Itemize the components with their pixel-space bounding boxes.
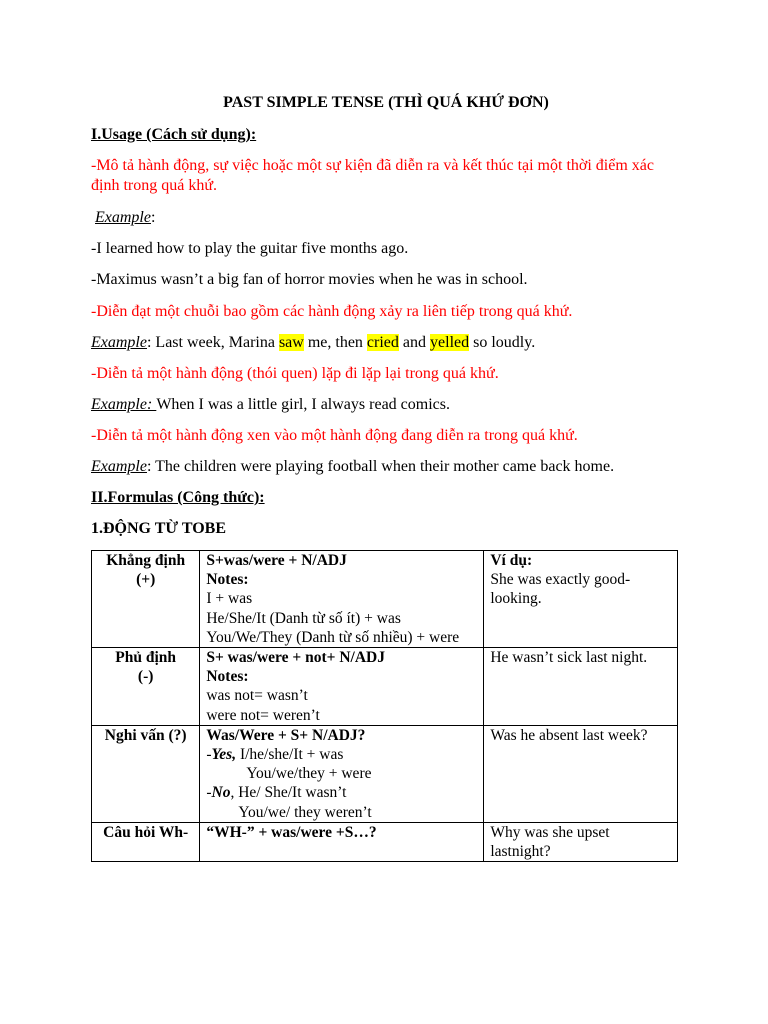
formulas-heading: II.Formulas (Công thức): bbox=[91, 489, 265, 506]
example-cell-text: He wasn’t sick last night. bbox=[490, 649, 648, 667]
example-line-1 bbox=[91, 208, 155, 228]
yes-rest: I/he/she/It + was bbox=[236, 746, 344, 764]
example-label-2: Example bbox=[91, 334, 147, 351]
example-label-3: Example: bbox=[91, 396, 157, 413]
highlight-saw: saw bbox=[278, 334, 304, 351]
row-label-line: (-) bbox=[137, 668, 154, 686]
example-2-text-d: so loudly. bbox=[469, 334, 536, 351]
usage-point-4: -Diễn tả một hành động xen vào một hành động đang diễn ra trong quá khứ. bbox=[91, 427, 578, 444]
row-label-line: (+) bbox=[136, 571, 156, 589]
yes-line bbox=[206, 745, 477, 764]
row-label-question bbox=[92, 725, 200, 822]
page-title: PAST SIMPLE TENSE (THÌ QUÁ KHỨ ĐƠN) bbox=[223, 94, 549, 111]
example-2-text-c: and bbox=[398, 334, 431, 351]
row-label-negative bbox=[92, 648, 200, 726]
example-4-colon: : bbox=[146, 458, 152, 475]
example-cell-wh-question bbox=[484, 822, 678, 861]
note-line: were not= weren’t bbox=[206, 706, 320, 724]
no-word: No bbox=[211, 784, 231, 802]
table-row-negative bbox=[92, 648, 678, 726]
no-line bbox=[206, 783, 477, 802]
example-sentence-1a: -I learned how to play the guitar five months ago. bbox=[91, 240, 409, 257]
highlight-yelled: yelled bbox=[430, 334, 470, 351]
no-line-2: You/we/ they weren’t bbox=[238, 803, 372, 821]
yes-line-2: You/we/they + were bbox=[246, 765, 372, 783]
row-label-line: Phủ định bbox=[115, 649, 177, 667]
formula-cell-affirmative bbox=[200, 551, 484, 648]
notes-label: Notes: bbox=[206, 668, 249, 686]
usage-point-3: -Diễn tả một hành động (thói quen) lặp đi lặp lại trong quá khứ. bbox=[91, 365, 499, 382]
example-line-4 bbox=[91, 457, 614, 477]
example-cell-label: Ví dụ: bbox=[490, 552, 533, 569]
example-cell-text: She was exactly good-looking. bbox=[490, 571, 631, 608]
example-cell-negative bbox=[484, 648, 678, 726]
example-label-4: Example bbox=[91, 458, 147, 475]
note-line: I + was bbox=[206, 590, 253, 608]
example-line-3 bbox=[91, 395, 450, 415]
usage-point-1: -Mô tả hành động, sự việc hoặc một sự kiện đã diễn ra và kết thúc tại một thời điểm xác định trong quá khứ. bbox=[91, 157, 654, 194]
example-label: Example bbox=[95, 209, 151, 226]
tobe-table bbox=[91, 550, 678, 862]
formula-line: Was/Were + S+ N/ADJ? bbox=[206, 726, 366, 744]
formula-line: “WH-” + was/were +S…? bbox=[206, 823, 377, 841]
table-row-affirmative bbox=[92, 551, 678, 648]
example-2-text-a: : Last week, Marina bbox=[146, 334, 279, 351]
note-line: He/She/It (Danh từ số ít) + was bbox=[206, 609, 401, 627]
example-cell-text: Why was she upset lastnight? bbox=[490, 823, 610, 861]
example-cell-question bbox=[484, 725, 678, 822]
highlight-cried: cried bbox=[366, 334, 399, 351]
example-cell-text: Was he absent last week? bbox=[490, 726, 648, 744]
example-line-2 bbox=[91, 333, 535, 353]
yes-word: Yes, bbox=[211, 746, 237, 764]
row-label-affirmative bbox=[92, 551, 200, 648]
row-label-line: Nghi vấn (?) bbox=[104, 726, 187, 744]
example-cell-affirmative bbox=[484, 551, 678, 648]
note-line: You/We/They (Danh từ số nhiều) + were bbox=[206, 628, 460, 646]
example-4-text: The children were playing football when their mother came back home. bbox=[151, 458, 615, 475]
note-line: was not= wasn’t bbox=[206, 687, 308, 705]
row-label-line: Câu hỏi Wh- bbox=[103, 823, 189, 841]
tobe-heading: 1.ĐỘNG TỪ TOBE bbox=[91, 520, 226, 537]
example-sentence-1b: -Maximus wasn’t a big fan of horror movies when he was in school. bbox=[91, 271, 528, 288]
formula-cell-question bbox=[200, 725, 484, 822]
row-label-line: Khẳng định bbox=[106, 552, 186, 569]
usage-heading: I.Usage (Cách sử dụng): bbox=[91, 126, 257, 143]
usage-point-2: -Diễn đạt một chuỗi bao gồm các hành động xảy ra liên tiếp trong quá khứ. bbox=[91, 303, 573, 320]
no-rest: , He/ She/It wasn’t bbox=[230, 784, 347, 802]
example-3-text: When I was a little girl, I always read comics. bbox=[156, 396, 450, 413]
formula-line: S+ was/were + not+ N/ADJ bbox=[206, 649, 385, 667]
formula-cell-negative bbox=[200, 648, 484, 726]
yes-dash: - bbox=[206, 746, 212, 764]
formula-cell-wh-question bbox=[200, 822, 484, 861]
example-2-text-b: me, then bbox=[303, 334, 367, 351]
no-dash: - bbox=[206, 784, 212, 802]
table-row-question bbox=[92, 725, 678, 822]
row-label-wh-question bbox=[92, 822, 200, 861]
example-colon: : bbox=[150, 209, 156, 226]
formula-line: S+was/were + N/ADJ bbox=[206, 552, 347, 569]
table-row-wh-question bbox=[92, 822, 678, 861]
notes-label: Notes: bbox=[206, 571, 249, 589]
